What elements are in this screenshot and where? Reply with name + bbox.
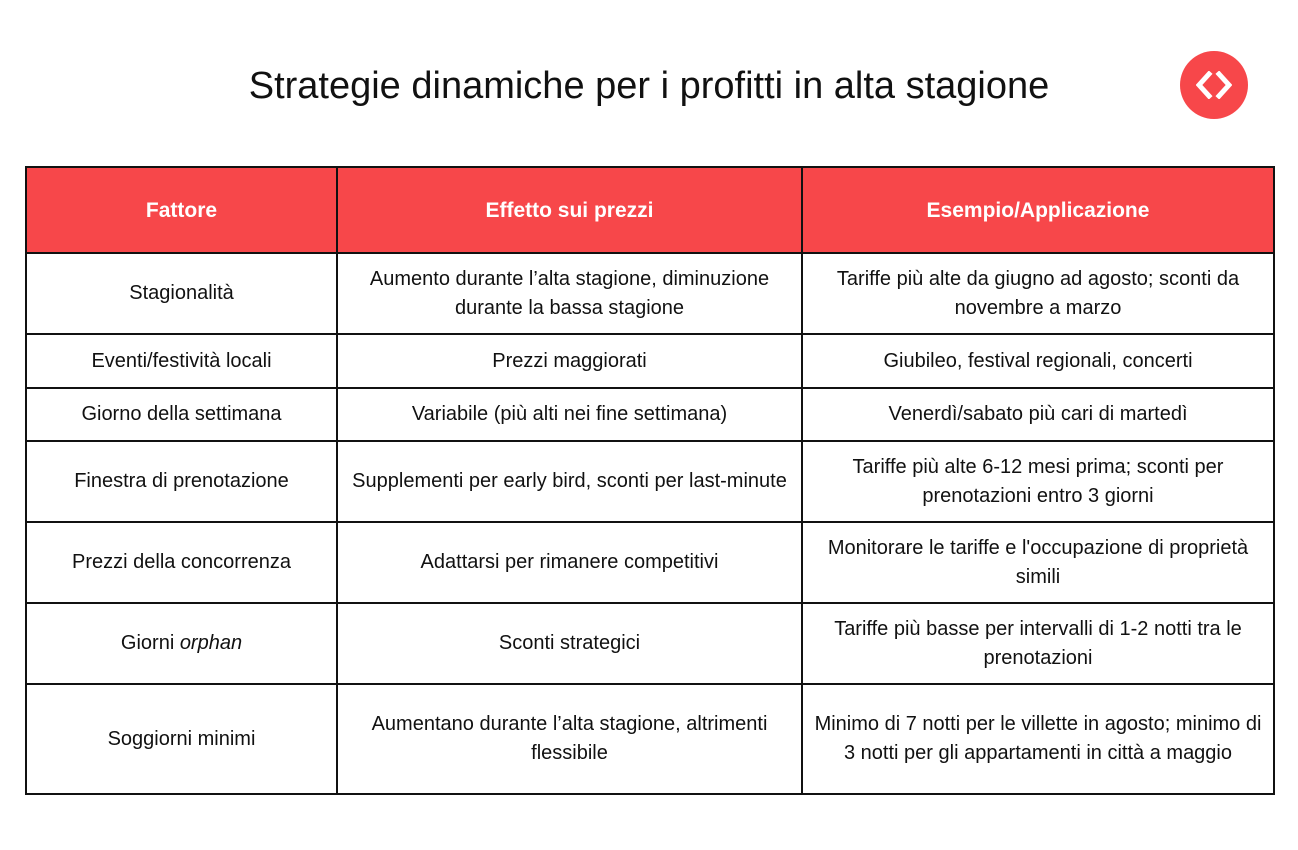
- cell-example: Tariffe più alte da giugno ad agosto; sconti da novembre a marzo: [802, 253, 1274, 334]
- cell-example: Venerdì/sabato più cari di martedì: [802, 388, 1274, 441]
- logo: [1180, 51, 1248, 119]
- table-row: [26, 253, 1274, 334]
- cell-effect: Prezzi maggiorati: [337, 334, 802, 388]
- cell-example: Monitorare le tariffe e l'occupazione di proprietà simili: [802, 522, 1274, 603]
- table-row: [26, 388, 1274, 441]
- cell-factor: Prezzi della concorrenza: [26, 522, 337, 603]
- table-row: [26, 522, 1274, 603]
- pricing-strategies-table: [25, 166, 1275, 795]
- cell-example: Minimo di 7 notti per le villette in agosto; minimo di 3 notti per gli appartamenti in città a maggio: [802, 684, 1274, 794]
- cell-factor: [26, 603, 337, 684]
- table-row: [26, 684, 1274, 794]
- cell-factor: Soggiorni minimi: [26, 684, 337, 794]
- code-brackets-icon: [1196, 71, 1232, 99]
- cell-effect: Supplementi per early bird, sconti per last-minute: [337, 441, 802, 522]
- cell-example: Tariffe più basse per intervalli di 1-2 notti tra le prenotazioni: [802, 603, 1274, 684]
- table-row: [26, 603, 1274, 684]
- cell-factor: Stagionalità: [26, 253, 337, 334]
- factor-prefix: Giorni: [120, 632, 180, 654]
- cell-effect: Variabile (più alti nei fine settimana): [337, 388, 802, 441]
- factor-italic: orphan: [179, 632, 243, 654]
- page-title: Strategie dinamiche per i profitti in alta stagione: [248, 65, 1050, 107]
- column-header-factor: Fattore: [26, 167, 337, 253]
- cell-example: Tariffe più alte 6-12 mesi prima; sconti per prenotazioni entro 3 giorni: [802, 441, 1274, 522]
- table-row: [26, 441, 1274, 522]
- cell-factor: Giorno della settimana: [26, 388, 337, 441]
- cell-effect: Aumentano durante l’alta stagione, altrimenti flessibile: [337, 684, 802, 794]
- cell-factor: Eventi/festività locali: [26, 334, 337, 388]
- column-header-example: Esempio/Applicazione: [802, 167, 1274, 253]
- cell-example: Giubileo, festival regionali, concerti: [802, 334, 1274, 388]
- cell-effect: Aumento durante l’alta stagione, diminuzione durante la bassa stagione: [337, 253, 802, 334]
- column-header-effect: Effetto sui prezzi: [337, 167, 802, 253]
- table-row: [26, 334, 1274, 388]
- cell-effect: Sconti strategici: [337, 603, 802, 684]
- table-header-row: [26, 167, 1274, 253]
- cell-effect: Adattarsi per rimanere competitivi: [337, 522, 802, 603]
- cell-factor: Finestra di prenotazione: [26, 441, 337, 522]
